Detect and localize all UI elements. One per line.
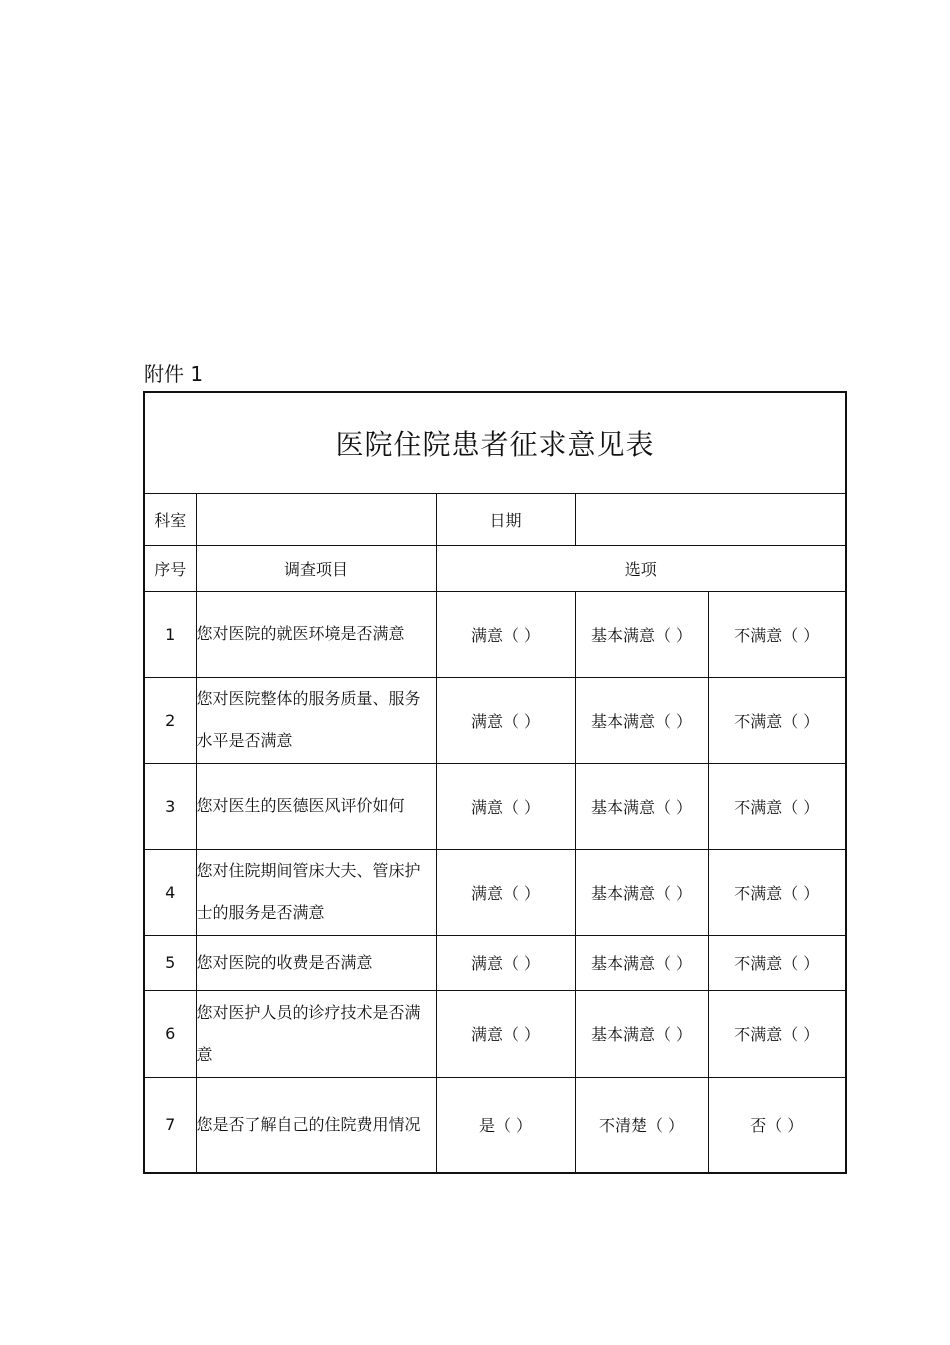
table-row [144, 1077, 846, 1173]
option-basically-satisfied[interactable]: 基本满意（ ） [575, 677, 708, 763]
option-basically-satisfied[interactable]: 基本满意（ ） [575, 591, 708, 677]
row-number: 1 [144, 591, 196, 677]
option-basically-satisfied[interactable]: 基本满意（ ） [575, 849, 708, 935]
option-basically-satisfied[interactable]: 基本满意（ ） [575, 935, 708, 990]
table-row [144, 935, 846, 990]
header-options: 选项 [436, 545, 846, 591]
option-satisfied[interactable]: 满意（ ） [436, 677, 575, 763]
title-row [144, 392, 846, 493]
table-row [144, 677, 846, 763]
question-text: 您对医院的收费是否满意 [196, 935, 436, 990]
option-satisfied[interactable]: 满意（ ） [436, 990, 575, 1077]
option-unsatisfied[interactable]: 不满意（ ） [708, 763, 846, 849]
option-unclear[interactable]: 不清楚（ ） [575, 1077, 708, 1173]
option-unsatisfied[interactable]: 不满意（ ） [708, 677, 846, 763]
date-label: 日期 [436, 493, 575, 545]
department-field[interactable] [196, 493, 436, 545]
question-text: 您对医护人员的诊疗技术是否满意 [196, 990, 436, 1077]
table-row [144, 763, 846, 849]
survey-form-table [143, 391, 847, 1174]
department-row [144, 493, 846, 545]
option-basically-satisfied[interactable]: 基本满意（ ） [575, 763, 708, 849]
row-number: 5 [144, 935, 196, 990]
option-satisfied[interactable]: 满意（ ） [436, 591, 575, 677]
attachment-label: 附件 1 [144, 362, 204, 386]
option-unsatisfied[interactable]: 不满意（ ） [708, 849, 846, 935]
option-basically-satisfied[interactable]: 基本满意（ ） [575, 990, 708, 1077]
option-satisfied[interactable]: 满意（ ） [436, 763, 575, 849]
table-row [144, 990, 846, 1077]
option-unsatisfied[interactable]: 不满意（ ） [708, 990, 846, 1077]
date-field[interactable] [575, 493, 846, 545]
question-text: 您对医院整体的服务质量、服务水平是否满意 [196, 677, 436, 763]
option-yes[interactable]: 是（ ） [436, 1077, 575, 1173]
row-number: 3 [144, 763, 196, 849]
option-no[interactable]: 否（ ） [708, 1077, 846, 1173]
option-unsatisfied[interactable]: 不满意（ ） [708, 591, 846, 677]
department-label: 科室 [144, 493, 196, 545]
header-no: 序号 [144, 545, 196, 591]
question-text: 您对医生的医德医风评价如何 [196, 763, 436, 849]
question-text: 您对住院期间管床大夫、管床护士的服务是否满意 [196, 849, 436, 935]
row-number: 2 [144, 677, 196, 763]
option-satisfied[interactable]: 满意（ ） [436, 935, 575, 990]
row-number: 4 [144, 849, 196, 935]
table-row [144, 591, 846, 677]
row-number: 7 [144, 1077, 196, 1173]
form-title: 医院住院患者征求意见表 [144, 392, 846, 493]
table-row [144, 849, 846, 935]
header-row [144, 545, 846, 591]
header-item: 调查项目 [196, 545, 436, 591]
question-text: 您对医院的就医环境是否满意 [196, 591, 436, 677]
option-unsatisfied[interactable]: 不满意（ ） [708, 935, 846, 990]
option-satisfied[interactable]: 满意（ ） [436, 849, 575, 935]
row-number: 6 [144, 990, 196, 1077]
question-text: 您是否了解自己的住院费用情况 [196, 1077, 436, 1173]
